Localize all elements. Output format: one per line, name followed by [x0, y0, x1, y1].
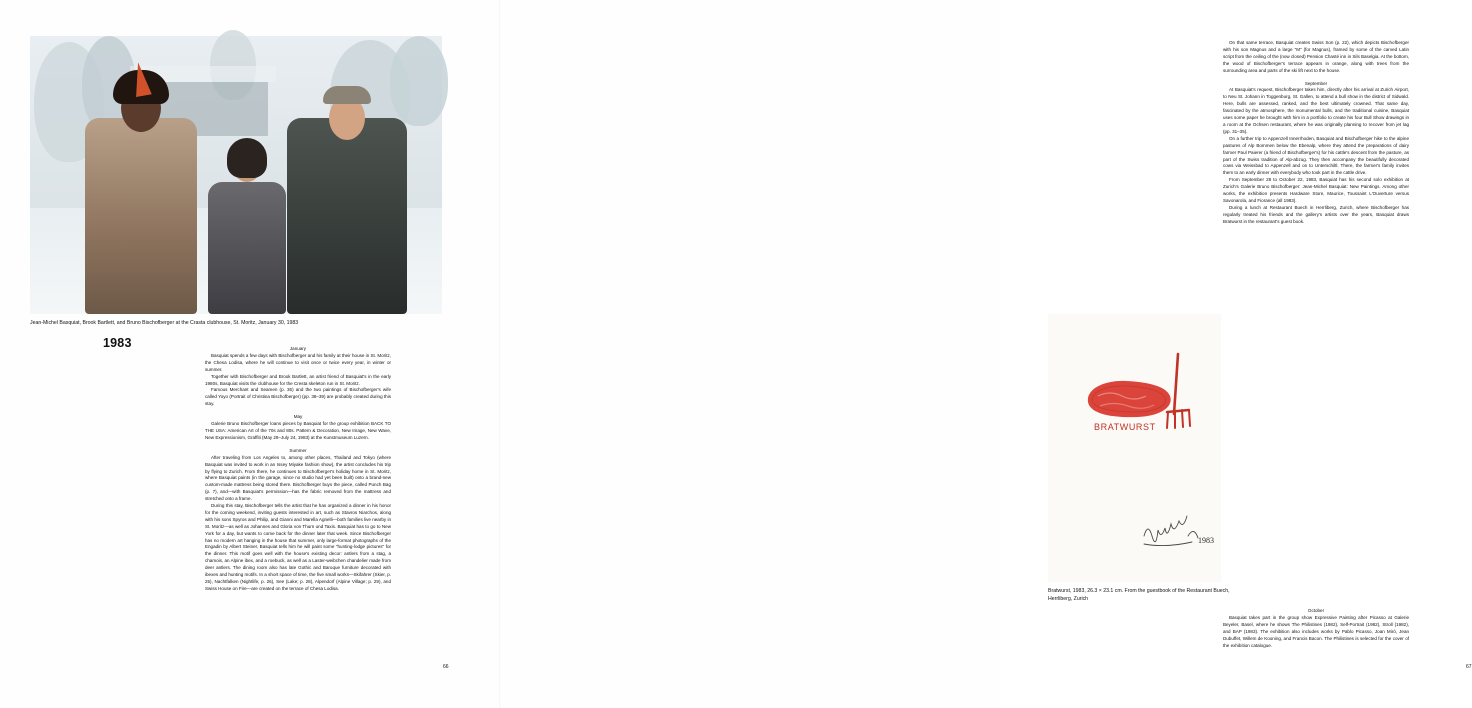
right-page [500, 0, 1472, 708]
drawing-signature-year: 1983 [1198, 536, 1214, 545]
section-heading: May [293, 414, 303, 420]
left-page [0, 0, 500, 708]
figure-body [85, 118, 197, 314]
figure-body [208, 182, 286, 314]
figure-hair [227, 138, 267, 178]
bratwurst-drawing-svg [1048, 314, 1221, 582]
body-paragraph: From September 28 to October 22, 1983, Basquiat has his second solo exhibition at Zurich's Galerie Bruno Bischofberger: Jean-Michel Basquiat: New Paintings. Among other works, the exhibition presents Hardware Store, Maurice, Toussaint L'Ouverture versus Savonarola, and Fiorance (all 1983). [1223, 177, 1409, 203]
folio-right: 67 [1466, 664, 1472, 670]
figure-cap [323, 86, 371, 104]
body-paragraph: During a lunch at Restaurant Buech in Herrliberg, Zurich, where Bischofberger has regularly treated his friends and the gallery's artists over the years, Basquiat draws Bratwurst in the restaurant's guest book. [1223, 204, 1409, 224]
year-heading: 1983 [103, 336, 132, 350]
left-text-column [205, 346, 391, 593]
right-text-column-bottom [1223, 608, 1409, 649]
body-paragraph: At Basquiat's request, Bischofberger takes him, directly after his arrival at Zurich Airport, to Neu St. Johann in Toggenburg, St. Gallen, to attend a bull show in the district of Sidwald. Here, bulls are assessed, ranked, and the best ultimately crowned. That same day, fascinated by the atmosphere, the monumental bulls, and the traditional cuisine, Basquiat uses some paper he brought with him in a portfolio to create his four Bull Show drawings in a room at the Ochsen restaurant, where he was originally planning to recover from jet lag (pp. 31–35). [1223, 87, 1409, 134]
photo-caption: Jean-Michel Basquiat, Brook Bartlett, and Bruno Bischofberger at the Crasta clubhouse, St. Moritz, January 30, 1983 [30, 320, 299, 326]
body-paragraph: On a further trip to Appenzell Innerrhoden, Basquiat and Bischofberger hike to the alpine pastures of Alp Bommen below the Ebenalp, where they attend the preparations of dairy farmer Paul Paierer (a friend of Bischofberger's) for his cattle's descent from the pasture, as part of the Swiss tradition of Alp-abzug. They then accompany the beautifully decorated cows via Weissbad to Appenzell and on to Unterschiltl. There, the farmer's family invites them to an early dinner with everybody who took part in the cattle drive. [1223, 135, 1409, 176]
body-paragraph: Galerie Bruno Bischofberger loans pieces by Basquiat for the group exhibition BACK TO THE USA: American Art of the 70s and 80s. Pattern & Decoration, New Image, New Wave, New Expressionism, Graffiti (May 29–July 24, 1983) at the Kunstmuseum Luzern. [205, 421, 391, 440]
section-heading: October [1307, 608, 1325, 613]
right-text-column-top [1223, 40, 1409, 226]
body-paragraph: On that same terrace, Basquiat creates Swiss Son (p. 22), which depicts Bischofberger with his son Magnus and a large "M" (for Magnus), framed by some of the carved Latin script from the ceiling of the (now closed) Pension Chasté inn in Sils Baselgia. At the bottom, the wood of Bischofberger's terrace appears in orange, along with trees from the surrounding area and parts of the ski lift next to the house. [1223, 40, 1410, 73]
section-heading: September [1304, 80, 1328, 86]
body-paragraph: Famous Merchant and Seamen (p. 36) and the two paintings of Bischofberger's wife called Yoyo (Portrait of Christina Bischofberger) (pp. 38–39) are probably created during this stay. [205, 387, 391, 407]
body-paragraph: Basquiat spends a few days with Bischofberger and his family at their house in St. Moritz, the Chesa Lodisa, where he will continue to visit once or twice every year, in winter or summer. [205, 352, 391, 372]
body-paragraph: During this stay, Bischofberger tells the artist that he has organized a dinner in his honor for the coming weekend, inviting guests interested in art, such as Stavros Niarchos, along with his sons Spyros and Philip, and Gianni and Marella Agnelli—both families live nearby in St. Moritz—as well as Johannes and Gloria von Thurn und Taxis. Basquiat has to go to New York for a day, but wants to come back for the dinner later that week. Since Bischofberger has no modern art hanging in the house that summer, only large-format photographs of the Engadin by Albert Steiner, Basquiat tells him he will paint some "hunting-lodge pictures" for the dinner. This motif goes well with the house's existing decor: antlers from a stag, a chamois, an Alpine ibex, and a roebuck, as well as a Laster-weibchen chandelier made from deer antlers. The dining room also has late Gothic and Baroque furniture decorated with ibexes and hunting motifs. In a short space of time, the five small works—Skifahrer (Skier, p. 25), Nachtfalken (Nightlife, p. 26), See (Lake; p. 28), Alpendorf (Alpine Village; p. 29), and Swiss House on Fire—are created on the terrace of Chesa Lodisa. [205, 503, 391, 591]
folio-left: 66 [443, 664, 449, 670]
section-heading: January [289, 346, 307, 351]
figure-bischofberger [282, 76, 412, 314]
bratwurst-label: BRATWURST [1094, 422, 1156, 432]
figure-bartlett [200, 136, 294, 314]
body-paragraph: After traveling from Los Angeles to, among other places, Thailand and Tokyo (where Basquiat was invited to work in an Issey Miyake fashion show), the artist concludes his trip by flying to Zurich. From there, he continues to Bischofberger's holiday home in St. Moritz, where Basquiat paints (in the garage, since no studio had yet been built) onto a brand-new custom-made mattress being stored there. Bischofberger buys the piece, called Punch Bag (p. 7), and—with Basquiat's permission—has the fabric removed from the mattress and stretched onto a frame. [205, 454, 391, 502]
drawing-caption: Bratwurst, 1983, 26.3 × 23.1 cm. From the guestbook of the Restaurant Buech, Herrliberg, Zurich [1048, 588, 1230, 602]
photo-image [30, 36, 442, 314]
photograph [30, 36, 442, 314]
bratwurst-drawing [1048, 314, 1221, 582]
body-paragraph: Together with Bischofberger and Brook Bartlett, an artist friend of Basquiat's in the early 1980s, Basquiat visits the clubhouse for the Cresta skeleton run in St. Moritz. [205, 373, 391, 386]
body-paragraph: Basquiat takes part in the group show Expressive Painting after Picasso at Galerie Beyeler, Basel, where he shows The Philistines (1982), Self-Portrait (1982), Stroll (1982), and BAP (1983). The exhibition also includes works by Pablo Picasso, Joan Miró, Jean Dubuffet, Willem de Kooning, and Francis Bacon. The Philistines is selected for the cover of the exhibition catalogue. [1223, 614, 1409, 648]
figure-body [287, 118, 407, 314]
section-heading: Summer [289, 447, 307, 453]
figure-basquiat [82, 68, 200, 314]
